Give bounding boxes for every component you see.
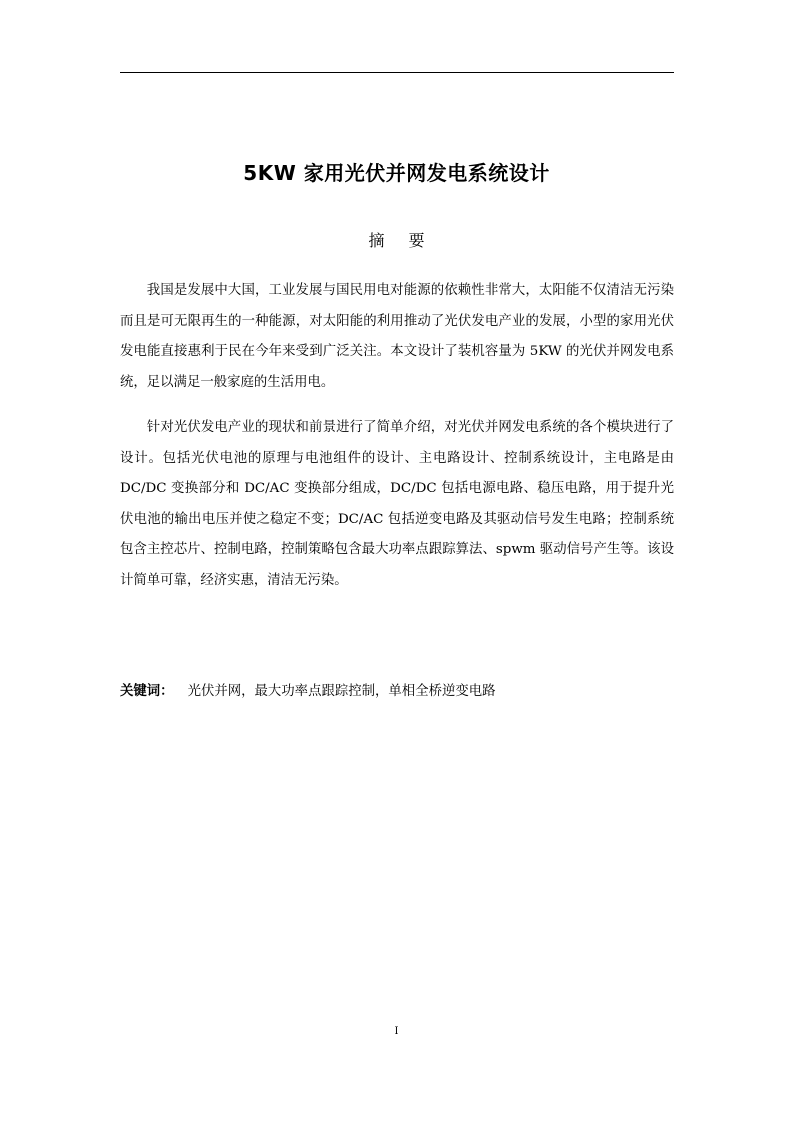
document-title: 5KW 家用光伏并网发电系统设计 [243,161,550,185]
abstract-paragraph-1: 我国是发展中大国，工业发展与国民用电对能源的依赖性非常大，太阳能不仅清洁无污染而且是可无限再生的一种能源，对太阳能的利用推动了光伏发电产业的发展，小型的家用光伏发电能直接惠利于民在今年来受到广泛关注。本文设计了装机容量为 5KW 的光伏并网发电系统，足以满足一般家庭的生活用电。 [120,283,674,390]
keywords-line [120,680,674,704]
keywords-label: 关键词： [120,684,174,699]
page-number: I [394,1026,399,1037]
abstract-paragraph-2: 针对光伏发电产业的现状和前景进行了简单介绍，对光伏并网发电系统的各个模块进行了设计。包括光伏电池的原理与电池组件的设计、主电路设计、控制系统设计，主电路是由 DC/DC 变换部分和 DC/AC 变换部分组成，DC/DC 包括电源电路、稳压电路，用于提升光伏电池的输出电压并使之稳定不变；DC/AC 包括逆变电路及其驱动信号发生电路；控制系统包含主控芯片、控制电路，控制策略包含最大功率点跟踪算法、spwm 驱动信号产生等。该设计简单可靠，经济实惠，清洁无污染。 [120,420,674,588]
abstract-heading: 摘要 [368,231,449,250]
keywords-value: 光伏并网，最大功率点跟踪控制，单相全桥逆变电路 [187,684,496,699]
header-rule [120,72,674,73]
